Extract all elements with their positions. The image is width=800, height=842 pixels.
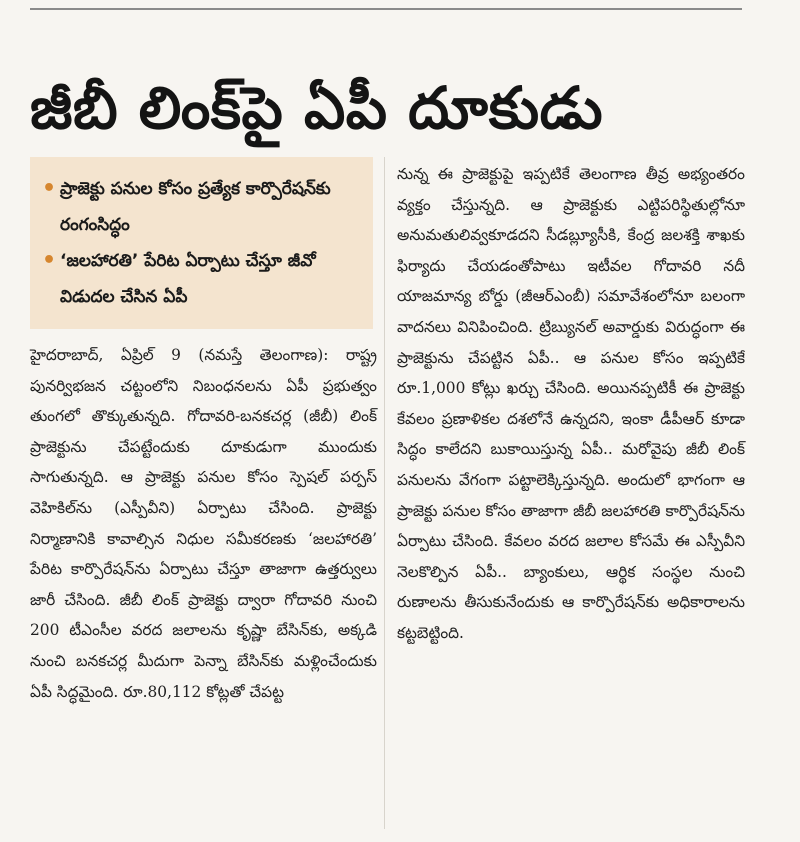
top-rule xyxy=(30,8,742,10)
highlight-text: ‘జలహారతి’ పేరిట ఏర్పాటు చేస్తూ జీవో విడుదల చేసిన ఏపీ xyxy=(60,251,316,307)
highlight-item xyxy=(42,171,363,243)
highlight-text: ప్రాజెక్టు పనుల కోసం ప్రత్యేక కార్పొరేషన్‌కు రంగంసిద్ధం xyxy=(60,179,331,235)
column-divider xyxy=(384,157,385,829)
bullet-icon: • xyxy=(42,176,57,201)
headline: జీబీ లింక్‌పై ఏపీ దూకుడు xyxy=(30,73,604,142)
body-paragraph-right: నున్న ఈ ప్రాజెక్టుపై ఇప్పటికే తెలంగాణ తీవ్ర అభ్యంతరం వ్యక్తం చేస్తున్నది. ఆ ప్రాజెక్టుకు ఎట్టిపరిస్థితుల్లోనూ అనుమతులివ్వకూడదని సీడబ్ల్యూసీకి, కేంద్ర జలశక్తి శాఖకు ఫిర్యాదు చేయడంతోపాటు ఇటీవల గోదావరి నదీ యాజమాన్య బోర్డు (జీఆర్ఎంబీ) సమావేశంలోనూ బలంగా వాదనలు వినిపించింది. ట్రిబ్యునల్ అవార్డుకు విరుద్ధంగా ఈ ప్రాజెక్టును చేపట్టిన ఏపీ.. ఆ పనుల కోసం ఇప్పటికే రూ.1,000 కోట్లు ఖర్చు చేసింది. అయినప్పటికీ ఈ ప్రాజెక్టు కేవలం ప్రణాళికల దశలోనే ఉన్నదని, ఇంకా డీపీఆర్ కూడా సిద్ధం కాలేదని బుకాయిస్తున్న ఏపీ.. మరోవైపు జీబీ లింక్ పనులను వేగంగా పట్టాలెక్కిస్తున్నది. అందులో భాగంగా ఆ ప్రాజెక్టు పనుల కోసం తాజాగా జీబీ జలహారతి కార్పొరేషన్‌ను ఏర్పాటు చేసింది. కేవలం వరద జలాల కోసమే ఈ ఎస్పీవీని నెలకొల్పిన ఏపీ.. బ్యాంకులు, ఆర్థిక సంస్థల నుంచి రుణాలను తీసుకునేందుకు ఆ కార్పొరేషన్‌కు అధికారాలను కట్టబెట్టింది. xyxy=(397,165,745,642)
highlights-box xyxy=(30,157,373,329)
highlight-item xyxy=(42,243,363,315)
bullet-icon: • xyxy=(42,248,57,273)
body-paragraph-left: హైదరాబాద్, ఏప్రిల్ 9 (నమస్తే తెలంగాణ): రాష్ట్ర పునర్విభజన చట్టంలోని నిబంధనలను ఏపీ ప్రభుత్వం తుంగలో తొక్కుతున్నది. గోదావరి-బనకచర్ల (జీబీ) లింక్ ప్రాజెక్టును చేపట్టేందుకు దూకుడుగా ముందుకు సాగుతున్నది. ఆ ప్రాజెక్టు పనుల కోసం స్పెషల్ పర్పస్ వెహికిల్‌ను (ఎస్పీవీని) ఏర్పాటు చేసింది. ప్రాజెక్టు నిర్మాణానికి కావాల్సిన నిధుల సమీకరణకు ‘జలహారతి’ పేరిట కార్పొరేషన్‌ను ఏర్పాటు చేస్తూ తాజాగా ఉత్తర్వులు జారీ చేసింది. జీబీ లింక్ ప్రాజెక్టు ద్వారా గోదావరి నుంచి 200 టీఎంసీల వరద జలాలను కృష్ణా బేసిన్‌కు, అక్కడి నుంచి బనకచర్ల మీదుగా పెన్నా బేసిన్‌కు మళ్లించేందుకు ఏపీ సిద్ధమైంది. రూ.80,112 కోట్లతో చేపట్ట xyxy=(30,346,377,701)
body-column-right xyxy=(397,159,745,649)
body-column-left xyxy=(30,340,377,707)
